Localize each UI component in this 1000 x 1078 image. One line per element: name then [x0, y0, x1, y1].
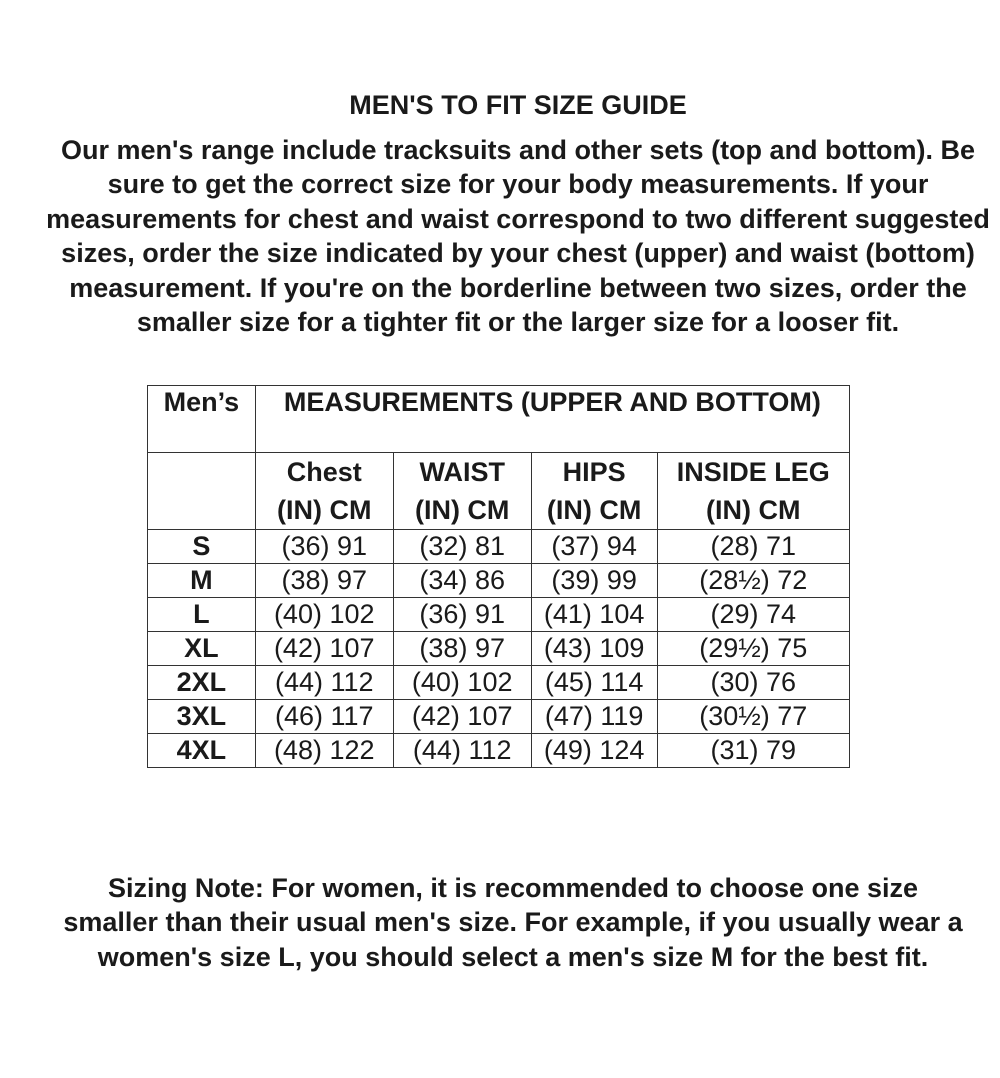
waist-value: (36) 91 — [393, 598, 531, 632]
column-unit: (IN) CM — [706, 495, 801, 525]
inside-leg-value: (30½) 77 — [657, 700, 849, 734]
hips-value: (39) 99 — [531, 564, 657, 598]
page-title: MEN'S TO FIT SIZE GUIDE — [349, 90, 687, 120]
column-unit: (IN) CM — [546, 495, 642, 525]
size-chart-table — [147, 385, 850, 768]
column-header-waist — [393, 453, 531, 530]
column-header-chest — [255, 453, 393, 530]
size-label: 4XL — [148, 734, 256, 768]
size-label: M — [148, 564, 256, 598]
column-header-hips — [531, 453, 657, 530]
hips-value: (41) 104 — [531, 598, 657, 632]
hips-value: (47) 119 — [531, 700, 657, 734]
waist-value: (38) 97 — [393, 632, 531, 666]
waist-value: (44) 112 — [393, 734, 531, 768]
inside-leg-value: (29) 74 — [657, 598, 849, 632]
hips-value: (45) 114 — [531, 666, 657, 700]
inside-leg-value: (30) 76 — [657, 666, 849, 700]
column-unit: (IN) CM — [414, 495, 510, 525]
inside-leg-value: (29½) 75 — [657, 632, 849, 666]
table-row — [148, 564, 850, 598]
table-row — [148, 598, 850, 632]
sizing-note: Sizing Note: For women, it is recommended to choose one size smaller than their usual men's size. For example, if you usually wear a women's size L, you should select a men's size M for the best fit. — [63, 873, 963, 972]
hips-value: (37) 94 — [531, 530, 657, 564]
corner-header: Men’s — [148, 386, 256, 453]
size-label: S — [148, 530, 256, 564]
column-unit: (IN) CM — [276, 495, 372, 525]
chest-value: (38) 97 — [255, 564, 393, 598]
inside-leg-value: (31) 79 — [657, 734, 849, 768]
chest-value: (40) 102 — [255, 598, 393, 632]
size-label: XL — [148, 632, 256, 666]
table-header-row — [148, 386, 850, 453]
size-label: 2XL — [148, 666, 256, 700]
column-name: INSIDE LEG — [676, 457, 830, 487]
measurements-group-header: MEASUREMENTS (UPPER AND BOTTOM) — [255, 386, 849, 453]
table-row — [148, 734, 850, 768]
column-name: WAIST — [419, 457, 505, 487]
table-row — [148, 666, 850, 700]
waist-value: (34) 86 — [393, 564, 531, 598]
intro-paragraph: Our men's range include tracksuits and other sets (top and bottom). Be sure to get the correct size for your body measurements. If your measurements for chest and waist correspond to two different suggested sizes, order the size indicated by your chest (upper) and waist (bottom) measurement. If you're on the borderline between two sizes, order the smaller size for a tighter fit or the larger size for a looser fit. — [46, 135, 990, 338]
table-row — [148, 632, 850, 666]
inside-leg-value: (28½) 72 — [657, 564, 849, 598]
empty-header-cell — [148, 453, 256, 530]
waist-value: (40) 102 — [393, 666, 531, 700]
chest-value: (36) 91 — [255, 530, 393, 564]
chest-value: (42) 107 — [255, 632, 393, 666]
hips-value: (49) 124 — [531, 734, 657, 768]
column-name: HIPS — [562, 457, 626, 487]
waist-value: (32) 81 — [393, 530, 531, 564]
column-name: Chest — [286, 457, 362, 487]
chest-value: (44) 112 — [255, 666, 393, 700]
table-row — [148, 530, 850, 564]
size-label: 3XL — [148, 700, 256, 734]
waist-value: (42) 107 — [393, 700, 531, 734]
size-label: L — [148, 598, 256, 632]
column-header-row — [148, 453, 850, 530]
chest-value: (46) 117 — [255, 700, 393, 734]
column-header-inside-leg — [657, 453, 849, 530]
inside-leg-value: (28) 71 — [657, 530, 849, 564]
chest-value: (48) 122 — [255, 734, 393, 768]
table-row — [148, 700, 850, 734]
hips-value: (43) 109 — [531, 632, 657, 666]
